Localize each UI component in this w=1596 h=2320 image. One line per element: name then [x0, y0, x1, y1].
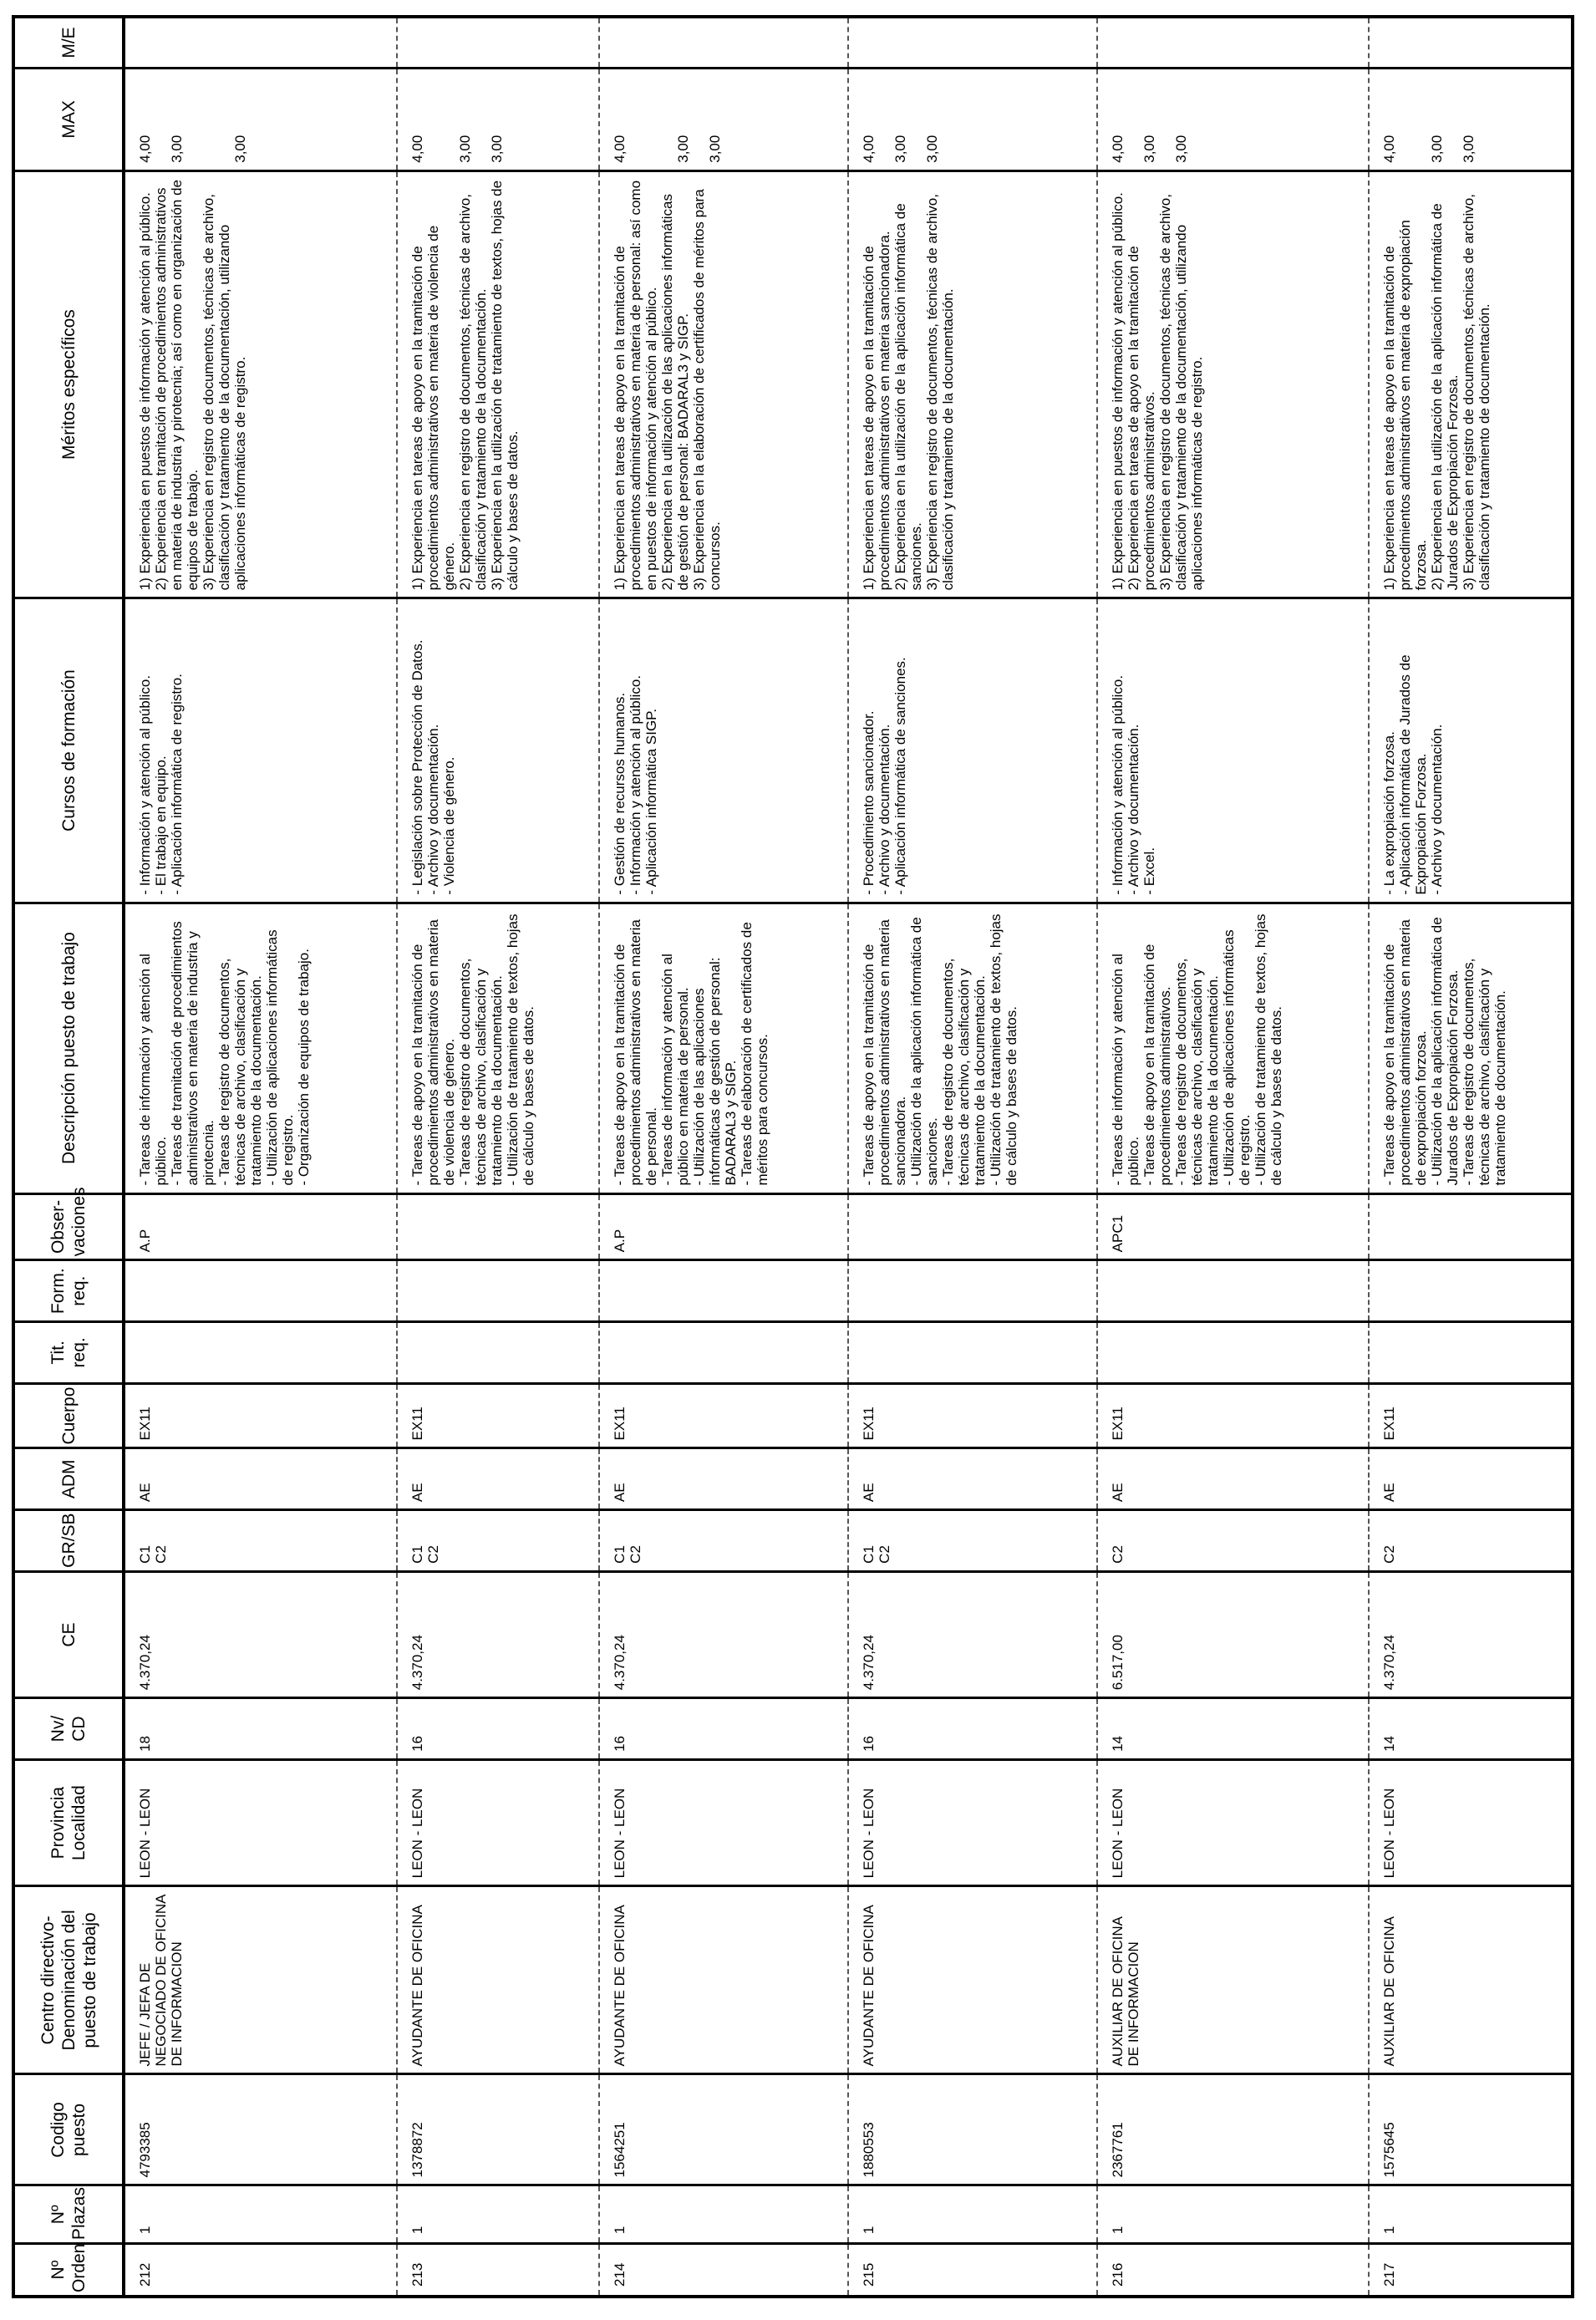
cell-plazas: 1 — [1369, 2185, 1573, 2244]
cell-nivel: 14 — [1097, 1698, 1369, 1760]
header-centro: Centro directivo- Denominación del puesto de trabajo — [13, 1886, 124, 2074]
cell-plazas: 1 — [848, 2185, 1097, 2244]
cell-observaciones — [848, 1193, 1097, 1260]
cell-me — [848, 17, 1097, 68]
cell-provincia: LEON - LEON — [1097, 1759, 1369, 1885]
cell-codigo: 1564251 — [599, 2074, 848, 2185]
cell-centro: JEFE / JEFA DE NEGOCIADO DE OFICINA DE INFORMACION — [124, 1886, 397, 2074]
cell-observaciones — [397, 1193, 600, 1260]
cell-codigo: 2367761 — [1097, 2074, 1369, 2185]
cell-meritos: 1) Experiencia en tareas de apoyo en la tramitación de procedimientos administrativos en materia sancionadora. 2) Experiencia en la utilización de la aplicación informática de sanciones. 3) Experiencia en registro de documentos, técnicas de archivo, clasificación y tratamiento de la documentación. — [848, 170, 1097, 598]
table-row — [1369, 17, 1573, 2297]
cell-orden: 214 — [599, 2244, 848, 2297]
cell-observaciones: A.P — [124, 1193, 397, 1260]
cell-me — [1097, 17, 1369, 68]
cell-codigo: 4793385 — [124, 2074, 397, 2185]
cell-form — [1097, 1260, 1369, 1322]
header-codigo: Codigo puesto — [13, 2074, 124, 2185]
header-plazas: Nº Plazas — [13, 2185, 124, 2244]
cell-provincia: LEON - LEON — [599, 1759, 848, 1885]
cell-cuerpo: EX11 — [397, 1383, 600, 1448]
table-row — [848, 17, 1097, 2297]
cell-descripcion: - Tareas de información y atención al público. - Tareas de apoyo en la tramitación de procedimientos administrativos. - Tareas de registro de documentos, técnicas de archivo, clasificación y tratamiento de la documentación. - Utilización de aplicaciones informáticas de registro. - Utilización de tratamiento de textos, hojas de cálculo y bases de datos. — [1097, 903, 1369, 1193]
cell-form — [397, 1260, 600, 1322]
cell-form — [1369, 1260, 1573, 1322]
table-row — [599, 17, 848, 2297]
cell-grupo: C1 C2 — [599, 1510, 848, 1572]
cell-me — [124, 17, 397, 68]
cell-cuerpo: EX11 — [1369, 1383, 1573, 1448]
cell-codigo: 1575645 — [1369, 2074, 1573, 2185]
table-row — [397, 17, 600, 2297]
cell-max: 4,00 3,00 3,00 — [124, 68, 397, 170]
cell-meritos: 1) Experiencia en tareas de apoyo en la tramitación de procedimientos administrativos en materia de expropiación forzosa. 2) Experiencia en la utilización de la aplicación informática de Jurados de Expropiación Forzosa. 3) Experiencia en registro de documentos, técnicas de archivo, clasificación y tratamiento de documentación. — [1369, 170, 1573, 598]
cell-grupo: C2 — [1097, 1510, 1369, 1572]
header-row — [13, 17, 124, 2297]
cell-cursos: - Legislación sobre Protección de Datos. - Archivo y documentación. - Violencia de género. — [397, 598, 600, 903]
cell-nivel: 16 — [848, 1698, 1097, 1760]
header-cursos: Cursos de formación — [13, 598, 124, 903]
cell-provincia: LEON - LEON — [397, 1759, 600, 1885]
cell-ce: 4.370,24 — [848, 1571, 1097, 1697]
cell-descripcion: - Tareas de apoyo en la tramitación de procedimientos administrativos en materia sancionadora. - Utilización de la aplicación informática de sanciones. - Tareas de registro de documentos, técnicas de archivo, clasificación y tratamiento de la documentación. - Utilización de tratamiento de textos, hojas de cálculo y bases de datos. — [848, 903, 1097, 1193]
header-me: M/E — [13, 17, 124, 68]
cell-orden: 212 — [124, 2244, 397, 2297]
cell-codigo: 1880553 — [848, 2074, 1097, 2185]
cell-cuerpo: EX11 — [124, 1383, 397, 1448]
cell-grupo: C1 C2 — [397, 1510, 600, 1572]
cell-tit — [848, 1322, 1097, 1384]
cell-ce: 4.370,24 — [397, 1571, 600, 1697]
cell-adm: AE — [848, 1448, 1097, 1510]
table-row — [124, 17, 397, 2297]
cell-tit — [1369, 1322, 1573, 1384]
cell-nivel: 16 — [599, 1698, 848, 1760]
header-meritos: Méritos específicos — [13, 170, 124, 598]
cell-orden: 217 — [1369, 2244, 1573, 2297]
cell-observaciones: A.P — [599, 1193, 848, 1260]
cell-form — [599, 1260, 848, 1322]
cell-tit — [124, 1322, 397, 1384]
header-orden: Nº Orden — [13, 2244, 124, 2297]
cell-adm: AE — [599, 1448, 848, 1510]
cell-ce: 4.370,24 — [124, 1571, 397, 1697]
cell-grupo: C1 C2 — [124, 1510, 397, 1572]
cell-observaciones: APC1 — [1097, 1193, 1369, 1260]
cell-provincia: LEON - LEON — [124, 1759, 397, 1885]
cell-adm: AE — [1369, 1448, 1573, 1510]
cell-plazas: 1 — [397, 2185, 600, 2244]
header-tit: Tit. req. — [13, 1322, 124, 1384]
cell-nivel: 16 — [397, 1698, 600, 1760]
header-form: Form. req. — [13, 1260, 124, 1322]
header-adm: ADM — [13, 1448, 124, 1510]
table-row — [1097, 17, 1369, 2297]
cell-form — [848, 1260, 1097, 1322]
cell-cuerpo: EX11 — [848, 1383, 1097, 1448]
cell-descripcion: - Tareas de apoyo en la tramitación de procedimientos administrativos en materia de personal. - Tareas de información y atención al público en materia de personal. - Utilización de las aplicaciones informáticas de gestión de personal: BADARAL3 y SIGP. - Tareas de elaboración de certificados de méritos para concursos. — [599, 903, 848, 1193]
cell-centro: AYUDANTE DE OFICINA — [848, 1886, 1097, 2074]
header-provincia: Provincia Localidad — [13, 1759, 124, 1885]
cell-cursos: - Procedimiento sancionador. - Archivo y documentación. - Aplicación informática de sanciones. — [848, 598, 1097, 903]
cell-max: 4,00 3,00 3,00 — [1097, 68, 1369, 170]
cell-meritos: 1) Experiencia en tareas de apoyo en la tramitación de procedimientos administrativos en materia de violencia de género. 2) Experiencia en registro de documentos, técnicas de archivo, clasificación y tratamiento de la documentación. 3) Experiencia en la utilización de tratamiento de textos, hojas de cálculo y bases de datos. — [397, 170, 600, 598]
cell-grupo: C1 C2 — [848, 1510, 1097, 1572]
cell-max: 4,00 3,00 3,00 — [848, 68, 1097, 170]
cell-provincia: LEON - LEON — [1369, 1759, 1573, 1885]
header-ce: CE — [13, 1571, 124, 1697]
header-descripcion: Descripción puesto de trabajo — [13, 903, 124, 1193]
header-observaciones: Obser- vaciones — [13, 1193, 124, 1260]
cell-cursos: - Información y atención al público. - El trabajo en equipo. - Aplicación informática de registro. — [124, 598, 397, 903]
cell-orden: 213 — [397, 2244, 600, 2297]
cell-meritos: 1) Experiencia en puestos de información y atención al público. 2) Experiencia en tareas de apoyo en la tramitación de procedimientos administrativos. 3) Experiencia en registro de documentos, técnicas de archivo, clasificación y tratamiento de la documentación, utilizando aplicaciones informáticas de registro. — [1097, 170, 1369, 598]
cell-grupo: C2 — [1369, 1510, 1573, 1572]
cell-plazas: 1 — [599, 2185, 848, 2244]
cell-cursos: - Información y atención al público. - Archivo y documentación. - Excel. — [1097, 598, 1369, 903]
cell-centro: AUXILIAR DE OFICINA — [1369, 1886, 1573, 2074]
cell-centro: AYUDANTE DE OFICINA — [397, 1886, 600, 2074]
cell-me — [599, 17, 848, 68]
cell-orden: 215 — [848, 2244, 1097, 2297]
cell-form — [124, 1260, 397, 1322]
cell-max: 4,00 3,00 3,00 — [1369, 68, 1573, 170]
cell-codigo: 1378872 — [397, 2074, 600, 2185]
cell-tit — [1097, 1322, 1369, 1384]
cell-cuerpo: EX11 — [1097, 1383, 1369, 1448]
cell-adm: AE — [124, 1448, 397, 1510]
cell-descripcion: - Tareas de apoyo en la tramitación de procedimientos administrativos en materia de violencia de género. - Tareas de registro de documentos, técnicas de archivo, clasificación y tratamiento de la documentación. - Utilización de tratamiento de textos, hojas de cálculo y bases de datos. — [397, 903, 600, 1193]
job-positions-table — [12, 15, 1574, 2298]
cell-max: 4,00 3,00 3,00 — [397, 68, 600, 170]
cell-observaciones — [1369, 1193, 1573, 1260]
header-max: MAX — [13, 68, 124, 170]
header-cuerpo: Cuerpo — [13, 1383, 124, 1448]
cell-descripcion: - Tareas de apoyo en la tramitación de procedimientos administrativos en materia de expropiación forzosa. - Utilización de la aplicación informática de Jurados de Expropiación Forzosa. - Tareas de registro de documentos, técnicas de archivo, clasificación y tratamiento de documentación. — [1369, 903, 1573, 1193]
cell-me — [397, 17, 600, 68]
cell-cursos: - La expropiación forzosa. - Aplicación informática de Jurados de Expropiación Forzosa. - Archivo y documentación. — [1369, 598, 1573, 903]
cell-me — [1369, 17, 1573, 68]
cell-tit — [397, 1322, 600, 1384]
header-grupo: GR/SB — [13, 1510, 124, 1572]
cell-plazas: 1 — [1097, 2185, 1369, 2244]
cell-centro: AYUDANTE DE OFICINA — [599, 1886, 848, 2074]
cell-cuerpo: EX11 — [599, 1383, 848, 1448]
cell-adm: AE — [1097, 1448, 1369, 1510]
cell-ce: 4.370,24 — [599, 1571, 848, 1697]
cell-adm: AE — [397, 1448, 600, 1510]
cell-ce: 4.370,24 — [1369, 1571, 1573, 1697]
cell-centro: AUXILIAR DE OFICINA DE INFORMACION — [1097, 1886, 1369, 2074]
cell-meritos: 1) Experiencia en puestos de información y atención al público. 2) Experiencia en tramitación de procedimientos administrativos en materia de industria y pirotecnia; así como en organización de equipos de trabajo. 3) Experiencia en registro de documentos, técnicas de archivo, clasificación y tratamiento de la documentación, utilizando aplicaciones informáticas de registro. — [124, 170, 397, 598]
cell-max: 4,00 3,00 3,00 — [599, 68, 848, 170]
cell-meritos: 1) Experiencia en tareas de apoyo en la tramitación de procedimientos administrativos en materia de personal: así como en puestos de información y atención al público. 2) Experiencia en la utilización de las aplicaciones informáticas de gestión de personal: BADARAL3 y SIGP. 3) Experiencia en la elaboración de certificados de méritos para concursos. — [599, 170, 848, 598]
cell-orden: 216 — [1097, 2244, 1369, 2297]
cell-ce: 6.517,00 — [1097, 1571, 1369, 1697]
cell-nivel: 14 — [1369, 1698, 1573, 1760]
header-nivel: Nv/ CD — [13, 1698, 124, 1760]
cell-provincia: LEON - LEON — [848, 1759, 1097, 1885]
cell-descripcion: - Tareas de información y atención al público. - Tareas de tramitación de procedimientos administrativos en materia de industria y pirotecnia. - Tareas de registro de documentos, técnicas de archivo, clasificación y tratamiento de la documentación. - Utilización de aplicaciones informáticas de registro. - Organización de equipos de trabajo. — [124, 903, 397, 1193]
cell-tit — [599, 1322, 848, 1384]
cell-plazas: 1 — [124, 2185, 397, 2244]
cell-nivel: 18 — [124, 1698, 397, 1760]
cell-cursos: - Gestión de recursos humanos. - Información y atención al público. - Aplicación informática SIGP. — [599, 598, 848, 903]
